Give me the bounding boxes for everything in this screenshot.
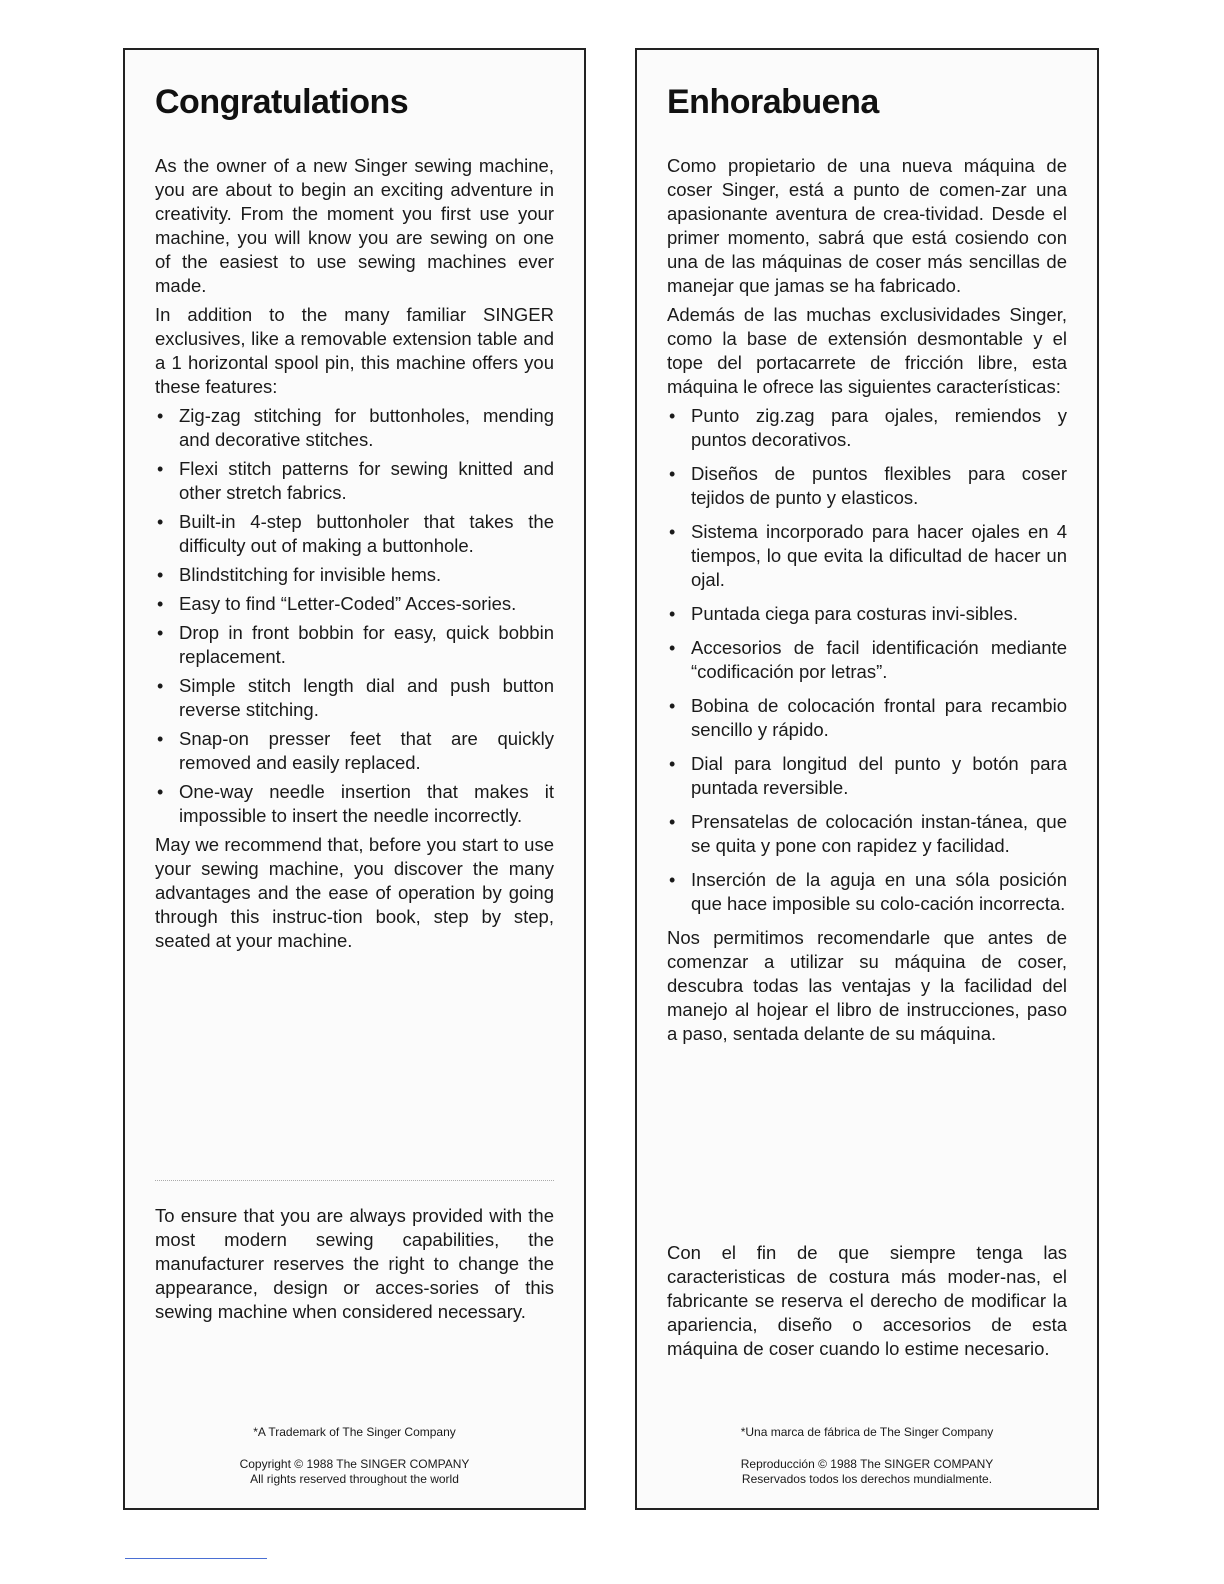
copyright-line-2: All rights reserved throughout the world [250,1472,459,1486]
page-title-spanish: Enhorabuena [667,83,879,121]
intro-paragraph: As the owner of a new Singer sewing machine, you are about to begin an exciting adventure in creativity. From the moment you first use your machine, you will know you are sewing on one of the easiest to use sewing machines ever made. [155,155,554,296]
feature-item: • Sistema incorporado para hacer ojales en 4 tiempos, lo que evita la dificultad de hacer un ojal. [667,520,1067,592]
copyright-note [155,1457,554,1487]
bottom-rule [125,1558,267,1559]
trademark-text: *Una marca de fábrica de The Singer Company [740,1425,994,1439]
recommendation-paragraph: May we recommend that, before you start to use your sewing machine, you discover the many advantages and the ease of operation by going through this instruc-tion book, step by step, seated at your machine. [155,834,554,951]
feature-item: • Dial para longitud del punto y botón para puntada reversible. [667,752,1067,800]
feature-item: • Zig-zag stitching for buttonholes, mending and decorative stitches. [155,404,554,452]
notice-paragraph: Con el fin de que siempre tenga las caracteristicas de costura más moder-nas, el fabricante se reserva el derecho de modificar la apariencia, diseño o accesorios de esta máquina de coser cuando lo estime necesario. [667,1242,1067,1359]
feature-item: • Drop in front bobbin for easy, quick bobbin replacement. [155,621,554,669]
section-divider [155,1180,554,1181]
trademark-note [155,1425,554,1440]
copyright-note [667,1457,1067,1487]
recommendation-paragraph: Nos permitimos recomendarle que antes de comenzar a utilizar su máquina de coser, descubra todas las ventajas y la facilidad del manejo al hojear el libro de instrucciones, paso a paso, sentada delante de su máquina. [667,927,1067,1044]
copyright-line-1: Reproducción © 1988 The SINGER COMPANY [740,1457,994,1471]
notice-section [155,1204,554,1324]
notice-paragraph: To ensure that you are always provided with the most modern sewing capabilities, the manufacturer reserves the right to change the appearance, design or acces-sories of this sewing machine when considered necessary. [155,1205,554,1322]
trademark-note [667,1425,1067,1440]
english-panel [123,48,586,1510]
feature-item: • Simple stitch length dial and push button reverse stitching. [155,674,554,722]
notice-section [667,1241,1067,1361]
spanish-panel [635,48,1099,1510]
trademark-text: *A Trademark of The Singer Company [253,1425,456,1439]
spanish-body [667,154,1067,1051]
features-list [155,404,554,828]
features-intro: In addition to the many familiar SINGER exclusives, like a removable extension table and a 1 horizontal spool pin, this machine offers you these features: [155,304,554,397]
feature-item: • Easy to find “Letter-Coded” Acces-sories. [155,592,554,616]
page-title-english: Congratulations [155,83,409,121]
features-list [667,404,1067,916]
feature-item: • Inserción de la aguja en una sóla posición que hace imposible su colo-cación incorrecta. [667,868,1067,916]
feature-item: • Accesorios de facil identificación mediante “codificación por letras”. [667,636,1067,684]
feature-item: • Built-in 4-step buttonholer that takes the difficulty out of making a buttonhole. [155,510,554,558]
feature-item: • Snap-on presser feet that are quickly removed and easily replaced. [155,727,554,775]
feature-item: • Bobina de colocación frontal para recambio sencillo y rápido. [667,694,1067,742]
feature-item: • One-way needle insertion that makes it impossible to insert the needle incorrectly. [155,780,554,828]
feature-item: • Blindstitching for invisible hems. [155,563,554,587]
feature-item: • Punto zig.zag para ojales, remiendos y puntos decorativos. [667,404,1067,452]
english-body [155,154,554,958]
features-intro: Además de las muchas exclusividades Singer, como la base de extensión desmontable y el tope del portacarrete de fricción libre, esta máquina le ofrece las siguientes características: [667,304,1067,397]
feature-item: • Prensatelas de colocación instan-tánea, que se quita y pone con rapidez y facilidad. [667,810,1067,858]
feature-item: • Puntada ciega para costuras invi-sibles. [667,602,1067,626]
feature-item: • Diseños de puntos flexibles para coser tejidos de punto y elasticos. [667,462,1067,510]
copyright-line-2: Reservados todos los derechos mundialmente. [741,1472,993,1486]
feature-item: • Flexi stitch patterns for sewing knitted and other stretch fabrics. [155,457,554,505]
copyright-line-1: Copyright © 1988 The SINGER COMPANY [239,1457,470,1471]
intro-paragraph: Como propietario de una nueva máquina de coser Singer, está a punto de comen-zar una apasionante aventura de crea-tividad. Desde el primer momento, sabrá que está cosiendo con una de las máquinas de coser más sencillas de manejar que jamas se ha fabricado. [667,155,1067,296]
